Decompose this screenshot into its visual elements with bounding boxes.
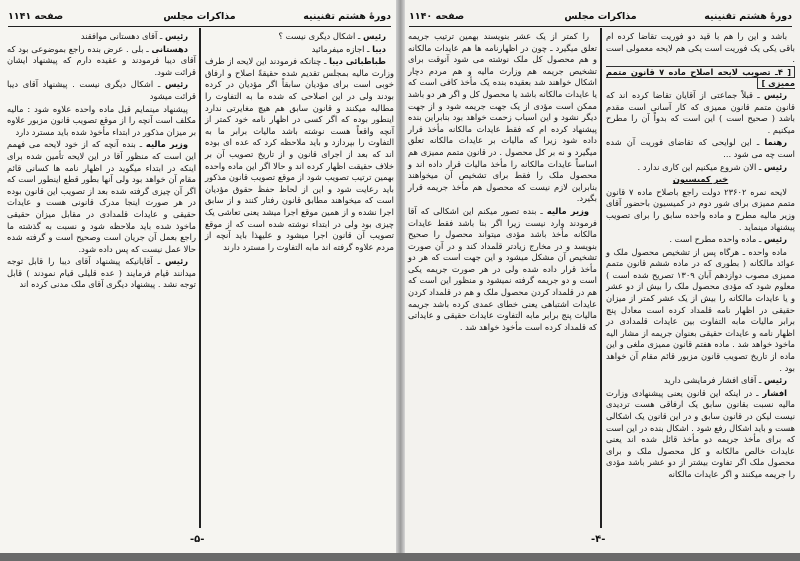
paragraph [606,375,795,387]
paragraph-text: ـ الان شروع میکنیم این کاری ندارد . [637,161,762,172]
page-number: صفحه ۱۱۴۰ [409,11,465,22]
paragraph-text: ـ قبلاً جماعتی از آقایان تقاضا کرده اند که قانون متمم قانون ممیزی که کار آسانی است مقدم باشد ( صحیح است ) این است که بدواً آن را مطرح میکنیم . [606,89,795,135]
paragraph [205,31,394,43]
section-heading: [ ۴ـ تصویب لایحه اصلاح ماده ۷ قانون متمم ممیزی ] [606,66,795,89]
paragraph-text: ـ این لوایحی که تقاضای فوریت آن شده است چه می شود ... [606,137,795,159]
paragraph [606,162,795,174]
paragraph-text: ـ چنانکه فرمودند این لایحه از طرف وزارت مالیه بمجلس تقدیم شده حقیقةً اصلاح و ارفاق خوبی است برای مؤدیان سابقاً اگر مؤدیان در کرده بودند ولی در این اصلاحی که شده ما به التفاوت را مطالبه میکنند و قانون سابق هم هیچ مغایرتی ندارد اینطور بوده که اگر کسی در اظهار نامه خود کمتر از آنچه واقعاً هست نوشته باشد مالیات برابر ما به التفاوت را بپردازد و باید ملاحظه کرد که عده ای بوده اند که بعد از اجرای قانون و از تاریخ تصویب آن بر خلاف حقیقت اظهار کرده اند و حالا اگر این ماده واحده بهمین ترتیب تصویب شود از موقع تصویب قانون مذکور باید رعایت شود و این از لحاظ حفظ حقوق مؤدیان است که میخواهند مطابق قانون رفتار کنند و از سابق اجرا نشده و از همین موقع اجرا میشد یعنی تعاشی یک چیزی بود ولی در ابتداء نوشته شده است که از موقع تصویب آن قانون اجرا میشود و علیهذا باید آنچه از مردم علاوه گرفته اند مابه التفاوت را مسترد دارند [205,56,394,252]
paragraph [7,79,196,102]
paragraph [408,206,597,334]
paragraph [7,139,196,255]
paragraph [606,90,795,136]
subheading: خبر کمیسیون [672,174,729,185]
paragraph [606,247,795,375]
paragraph-text: پیشنهاد مینمایم قبل ماده واحده علاوه شود : مالیه مکلف است آنچه را از موقع تصویب قانون مزبور علاوه بر میزان مذکور در ابتداء مأخوذ شده باید مسترد دارد [7,103,196,137]
text-column-left [7,31,196,292]
page-header [409,8,792,27]
speaker-name: رئیس [763,161,787,172]
paragraph [205,44,394,56]
paragraph [7,256,196,291]
session-label: دورهٔ هشتم تقنینیه [303,11,391,22]
page-header [8,8,391,27]
paragraph-text: باشد و این را هم با قید دو فوریت تقاضا کرده ام باقی یکی یک فوریت است یکی هم لایحه معمولی است . [606,31,795,65]
header-title: مذاکرات مجلس [564,11,637,22]
paragraph-text: ـ بلی . عرض بنده راجع بموضوعی بود که آقای دیبا فرمودند و عقیده دارم که پیشنهاد ایشان قرائت شود. [7,43,196,77]
page-number: صفحه ۱۱۴۱ [8,11,64,22]
speaker-name: رئیس [362,31,386,41]
column-divider [199,28,201,528]
left-page [0,0,399,553]
paragraph-text: ـ آقای دهستانی موافقند [80,31,163,41]
page-footer-number: -۵- [190,534,205,545]
paragraph-text: لایحه نمره ۲۳۶۰۲ دولت راجع باصلاح ماده ۷ قانون متمم ممیزی برای شور دوم در کمیسیون باحضور آقای وزیر مالیه مطرح و ماده واحده سابق را برای تصویب پیشنهاد مینماید . [606,186,795,232]
speaker-name: طباطبائی دیبا [329,56,386,67]
speaker-name: رئیس [763,234,787,245]
paragraph [606,137,795,160]
paragraph [7,104,196,139]
paragraph-text: ـ بنده آنچه که از خود لایحه می فهمم این است که منظور آقا در این لایحه تأمین شده برای اینکه در ابتداء میگوید در اظهار نامه ها کسانی قائم مقام آن خواهد بود ولی آنها بطور قطع اینطور است که اگر آن چیزی گرفته شده بعد از تصویب این قانون بوده در هر صورت اینجا مدرک قانونی هست و عایدات حقیقی و عایدات قلمدادی در مقابل میزان حقیقی ماخوذ شده باید ملاحظه شود و نسبت به گذشته ما راجع بعمل آن جریان است وصحیح است و گرفته شده حالا عمل نیست که پس داده شود. [7,139,196,254]
paragraph-text: ـ ماده واحده مطرح است . [669,234,762,245]
page-footer-number: -۴- [591,534,606,545]
column-divider [600,28,602,528]
speaker-name: افشار [762,387,787,398]
paragraph [205,56,394,253]
speaker-name: رئیس [763,375,787,386]
text-column-left [408,31,597,334]
paragraph [7,31,196,43]
speaker-name: وزیر مالیه [145,139,188,150]
speaker-name: دیبا [372,43,386,54]
speaker-name: رئیس [164,31,188,41]
paragraph-text: ـ آقایانیکه پیشنهاد آقای دیبا را قابل توجه میدانند قیام فرمایند ( عده قلیلی قیام نمودند ) قابل توجه نشد . پیشنهاد دیگری آقای ملک مدنی کرده اند [7,256,196,290]
paragraph-text: را کمتر از یک عشر بنویسند بهمین ترتیب جریمه تعلق میگیرد ـ چون در اظهارنامه ها هم عایدات مالکانه و هم محصول کل ملک نوشته می شود آنوقت برای تشخیص جریمه هم وزارت مالیه و هم مردم دچار اشکال خواهند شد بعقیده بنده یک مأخذ کافی است که یا عایدات مالکانه باشد یا محصول کل و اگر هر دو باشد ممکن است مؤدی از یک جهت جریمه شود و از جهت دیگر نشود و این اسباب زحمت خواهد بود بنابراین بنده پیشنهاد کرده ام که فقط عایدات مالکانه مأخذ قرار داده شود زیرا که مالیات بر عایدات مالکانه تعلق میگیرد و نه بر کل محصول . در قانون متمم ممیزی هم اساساً عایدات مالکانه را مأخذ مالیات قرار داده اند و محصول ملک را فقط برای تشخیص آن میخواهند بنابراین لازم نیست که محصول هم مأخذ جریمه قرار بگیرد. [408,31,597,204]
paragraph [606,31,795,66]
speaker-name: رئیس [165,79,189,90]
paragraph-text: ـ اشکال دیگری نیست . پیشنهاد آقای دیبا قرائت میشود [7,79,196,101]
speaker-name: رئیس [764,89,788,100]
paragraph-text: ـ اجازه میفرمائید [311,43,370,54]
paragraph-text: ماده واحده ـ هرگاه پس از تشخیص محصول ملک و عوائد مالکانه ( بطوری که در ماده ششم قانون متمم ممیزی مصوب دوازدهم آبان ۱۳۰۹ تصریح شده است ) معلوم شود که مؤدی محصول ملک را بیش از دو عشر و یا عایدات مالکانه را بیش از یک عشر کمتر از میزان حقیقی در اظهار نامه قلمداد کرده است معادل پنج برابر مالیات مابه التفاوت بین عایدات قلمدادی در اظهار نامه و عایدات حقیقی بعنوان جریمه از مشار الیه ماخوذ خواهد شد . ماده هفتم قانون ممیزی ملغی و این ماده از تاریخ تصویب قانون مزبور قائم مقام آن خواهد بود . [606,246,795,373]
header-title: مذاکرات مجلس [163,11,236,22]
paragraph-text: ـ بنده تصور میکنم این اشکالی که آقا فرمودند وارد نیست زیرا اگر بنا باشد فقط عایدات مالکانه مأخذ باشد مؤدی میتواند محصول را صحیح بنویسد و در مخارج زیادتر قلمداد کند و در آن صورت تشخیص آن مشکل میشود و این جهت است که هر دو مأخذ قرار داده شده ولی در هر صورت جریمه یکی است و دو جریمه گرفته نمیشود و منظور این است که هم در قلمداد کردن محصول ملک و هم در قلمداد کردن عایدات اشتباهی یعنی خطای عمدی کرده باشد جریمه مالیات پنج برابر مابه التفاوت عایدات حقیقی و عایداتی که قلمداد کرده است مأخوذ خواهد شد . [408,205,597,332]
session-label: دورهٔ هشتم تقنینیه [704,11,792,22]
paragraph [606,388,795,481]
speaker-name: رئیس [164,256,188,267]
speaker-name: دهستانی [151,43,188,54]
speaker-name: وزیر مالیه [546,205,590,216]
paragraph [606,187,795,233]
paragraph-text: ـ آقای افشار فرمایشی دارید [664,375,762,386]
text-column-right [606,31,795,482]
speaker-name: رهنما [764,137,787,148]
book-spine [396,0,405,553]
text-column-right [205,31,394,254]
paragraph [606,234,795,246]
paragraph-text: ـ اشکال دیگری نیست ؟ [278,31,361,41]
paragraph [408,31,597,205]
paragraph [7,44,196,79]
paragraph-text: ـ در اینکه این قانون یعنی پیشنهادی وزارت مالیه نسبت بقانون سابق یک ارفاقی هست تردیدی نیست لیکن در قانون سابق و در این قانون یک اشکالی هست و باید اشکال رفع شود . اشکال بنده در این است که برای مأخذ جریمه دو مأخذ قائل شده اند یعنی عایدات خالص مالکانه و کل محصول ملک و برای محصول ملک اگر تفاوت بیشتر از دو عشر باشد مؤدی را جریمه میکنند و اگر عایدات مالکانه [606,387,795,479]
right-page [401,0,800,553]
